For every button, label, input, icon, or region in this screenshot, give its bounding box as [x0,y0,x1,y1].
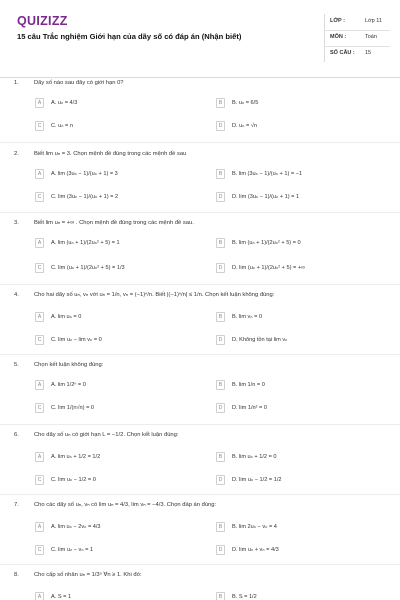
option-text: C. uₙ = n [51,123,73,129]
option-letter-box: D [216,121,225,131]
option-letter-box: D [216,192,225,202]
option-letter-box: B [216,98,225,108]
option-letter-box: D [216,475,225,485]
meta-subject [324,30,390,46]
option-letter-box: A [35,169,44,179]
option-text: B. lim (uₙ + 1)/(2uₙ² + 5) = 0 [232,240,301,246]
option-letter-box: B [216,238,225,248]
option-letter-box: B [216,522,225,532]
option-letter-box: A [35,452,44,462]
option-text: A. lim 1/2ⁿ = 0 [51,382,86,388]
option-text: C. lim (3uₙ − 1)/(uₙ + 1) = 2 [51,194,119,200]
option-text: C. lim uₙ − 1/2 = 0 [51,477,96,483]
option-text: B. lim 1/n = 0 [232,382,265,388]
option-text: B. S = 1/2 [232,594,257,600]
question-text: Cho cấp số nhân uₙ = 1/3ⁿ ∀n ≥ 1. Khi đó: [34,572,142,578]
option-letter-box: A [35,312,44,322]
option-text: A. S = 1 [51,594,72,600]
option-letter-box: A [35,238,44,248]
option-letter-box: D [216,545,225,555]
option-text: A. lim uₙ − 2vₙ = 4/3 [51,524,101,530]
option-letter-box: C [35,545,44,555]
option-letter-box: D [216,403,225,413]
question-divider [0,564,400,565]
option-letter-box: B [216,452,225,462]
option-text: B. lim uₙ + 1/2 = 0 [232,454,277,460]
option-letter-box: C [35,403,44,413]
question-text: Cho dãy số uₙ có giới hạn L = −1/2. Chọn kết luận đúng: [34,432,179,438]
option-text: B. uₙ = 6/5 [232,100,259,106]
question-number: 3. [14,220,19,226]
question-text: Biết lim uₙ = +∞ . Chọn mệnh đề đúng trong các mệnh đề sau. [34,220,194,226]
meta-count [324,46,390,62]
option-text: C. lim (uₙ + 1)/(2uₙ² + 5) = 1/3 [51,265,125,271]
question-divider [0,424,400,425]
option-text: D. Không tồn tại lim vₙ [232,337,288,343]
option-letter-box: B [216,592,225,600]
question-divider [0,494,400,495]
question-number: 7. [14,502,19,508]
option-text: D. lim 1/n² = 0 [232,405,267,411]
option-text: D. lim (uₙ + 1)/(2uₙ² + 5) = +∞ [232,265,306,271]
option-text: A. lim uₙ + 1/2 = 1/2 [51,454,101,460]
count-label: SỐ CÂU : [330,50,355,56]
option-text: D. lim uₙ − 1/2 = 1/2 [232,477,282,483]
question-text: Cho hai dãy số uₙ, vₙ với uₙ = 1/n, vₙ = (−1)ⁿ/n. Biết |(−1)ⁿ/n| ≤ 1/n. Chọn kết luận không đúng: [34,292,275,298]
subject-value: Toán [365,34,377,40]
question-number: 2. [14,151,19,157]
option-text: A. uₙ = 4/3 [51,100,78,106]
subject-label: MÔN : [330,34,347,40]
question-number: 6. [14,432,19,438]
option-letter-box: B [216,380,225,390]
option-text: D. lim uₙ + vₙ = 4/3 [232,547,279,553]
option-text: C. lim uₙ − lim vₙ = 0 [51,337,102,343]
option-text: D. lim (3uₙ − 1)/(uₙ + 1) = 1 [232,194,300,200]
document-title: 15 câu Trắc nghiệm Giới hạn của dãy số có đáp án (Nhận biết) [17,32,242,41]
option-letter-box: A [35,98,44,108]
count-value: 15 [365,50,372,56]
question-divider [0,142,400,143]
question-text: Cho các dãy số uₙ, vₙ có lim uₙ = 4/3, lim vₙ = −4/3. Chọn đáp án đúng: [34,502,217,508]
meta-panel [324,14,390,62]
quizizz-logo: QUIZIZZ [17,14,68,28]
option-text: A. lim uₙ = 0 [51,314,82,320]
option-letter-box: C [35,335,44,345]
meta-class [324,14,390,30]
option-letter-box: B [216,169,225,179]
option-text: C. lim uₙ − vₙ = 1 [51,547,94,553]
option-text: A. lim (3uₙ − 1)/(uₙ + 1) = 3 [51,171,118,177]
document-header [0,0,400,78]
question-number: 8. [14,572,19,578]
question-divider [0,212,400,213]
option-letter-box: C [35,121,44,131]
question-divider [0,284,400,285]
option-letter-box: C [35,192,44,202]
class-label: LỚP : [330,18,345,24]
option-letter-box: A [35,592,44,600]
question-text: Dãy số nào sau đây có giới hạn 0? [34,80,124,86]
option-text: D. uₙ = √n [232,123,258,129]
option-text: A. lim (uₙ + 1)/(2uₙ² + 5) = 1 [51,240,120,246]
option-letter-box: D [216,335,225,345]
option-text: B. lim vₙ = 0 [232,314,263,320]
question-number: 5. [14,362,19,368]
option-letter-box: C [35,263,44,273]
option-text: B. lim 2uₙ − vₙ = 4 [232,524,277,530]
option-text: B. lim (3uₙ − 1)/(uₙ + 1) = −1 [232,171,303,177]
option-letter-box: A [35,522,44,532]
question-text: Biết lim uₙ = 3. Chọn mệnh đề đúng trong các mệnh đề sau [34,151,187,157]
option-letter-box: D [216,263,225,273]
option-text: C. lim 1/(n√n) = 0 [51,405,95,411]
option-letter-box: C [35,475,44,485]
option-letter-box: A [35,380,44,390]
class-value: Lớp 11 [365,18,382,24]
question-divider [0,354,400,355]
question-number: 4. [14,292,19,298]
question-text: Chọn kết luận không đúng: [34,362,104,368]
question-number: 1. [14,80,19,86]
option-letter-box: B [216,312,225,322]
